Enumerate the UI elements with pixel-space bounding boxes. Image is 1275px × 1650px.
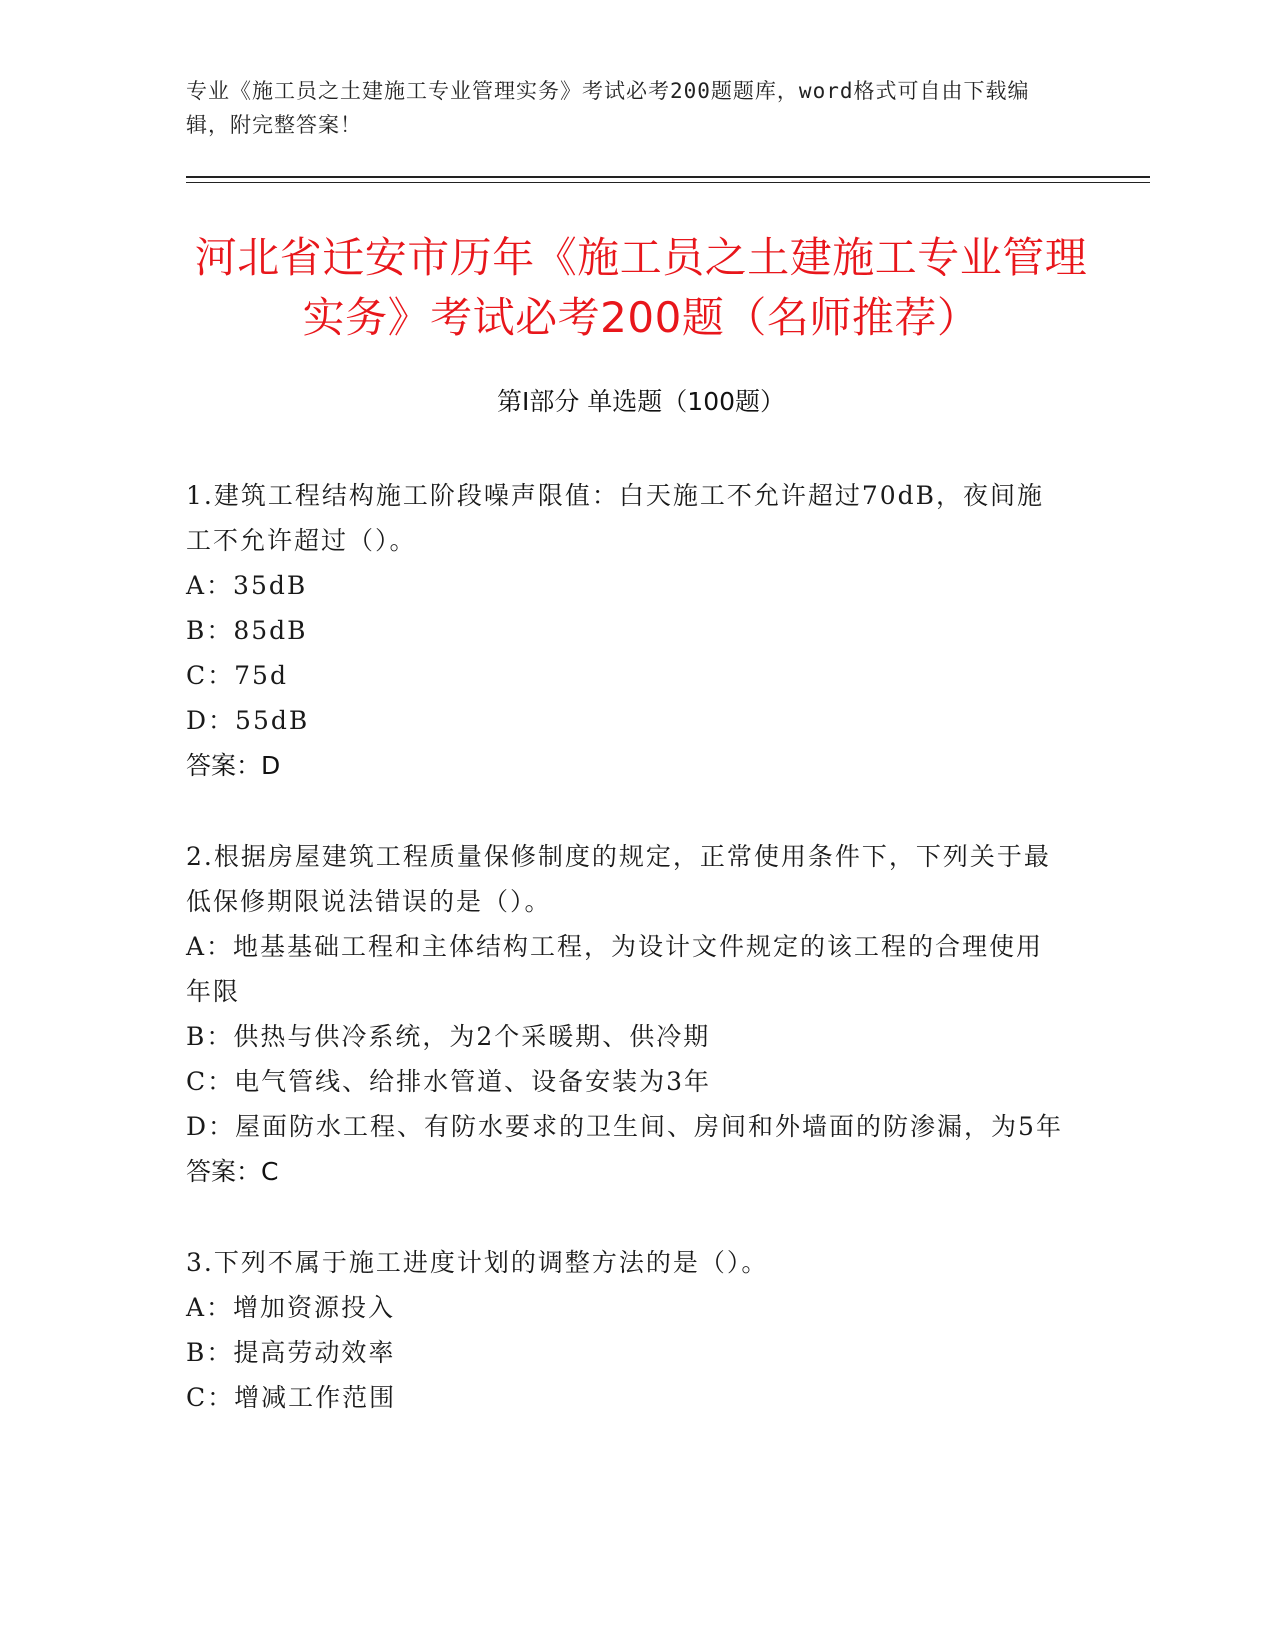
- answer: 答案：D: [186, 751, 281, 780]
- answer: 答案：C: [186, 1157, 279, 1186]
- option-d: D：屋面防水工程、有防水要求的卫生间、房间和外墙面的防渗漏，为5年: [186, 1112, 1063, 1141]
- option-c: C：电气管线、给排水管道、设备安装为3年: [186, 1067, 712, 1096]
- question-stem: 3.下列不属于施工进度计划的调整方法的是（）。: [186, 1248, 769, 1277]
- document-title: 河北省迁安市历年《施工员之土建施工专业管理实务》考试必考200题（名师推荐）: [194, 233, 1088, 342]
- question-item: [186, 834, 1066, 1194]
- question-item: [186, 473, 1066, 788]
- section-heading: 第I部分 单选题（100题）: [496, 387, 786, 416]
- option-c: C：增减工作范围: [186, 1383, 397, 1412]
- option-c: C：75d: [186, 661, 288, 690]
- question-item: [186, 1240, 1066, 1420]
- option-b: B：提高劳动效率: [186, 1338, 396, 1367]
- option-a: A：地基基础工程和主体结构工程，为设计文件规定的该工程的合理使用年限: [186, 932, 1044, 1006]
- option-a: A：35dB: [186, 571, 308, 600]
- header-divider-thin: [186, 182, 1150, 183]
- header-note: 专业《施工员之土建施工专业管理实务》考试必考200题题库，word格式可自由下载编辑，附完整答案！: [186, 79, 1030, 137]
- header-divider-thick: [186, 176, 1150, 178]
- question-stem: 1.建筑工程结构施工阶段噪声限值：白天施工不允许超过70dB，夜间施工不允许超过（）。: [186, 481, 1045, 555]
- option-b: B：85dB: [186, 616, 308, 645]
- option-a: A：增加资源投入: [186, 1293, 396, 1322]
- question-list: [186, 473, 1066, 1466]
- option-d: D：55dB: [186, 706, 310, 735]
- option-b: B：供热与供冷系统，为2个采暖期、供冷期: [186, 1022, 711, 1051]
- question-stem: 2.根据房屋建筑工程质量保修制度的规定，正常使用条件下，下列关于最低保修期限说法错误的是（）。: [186, 842, 1051, 916]
